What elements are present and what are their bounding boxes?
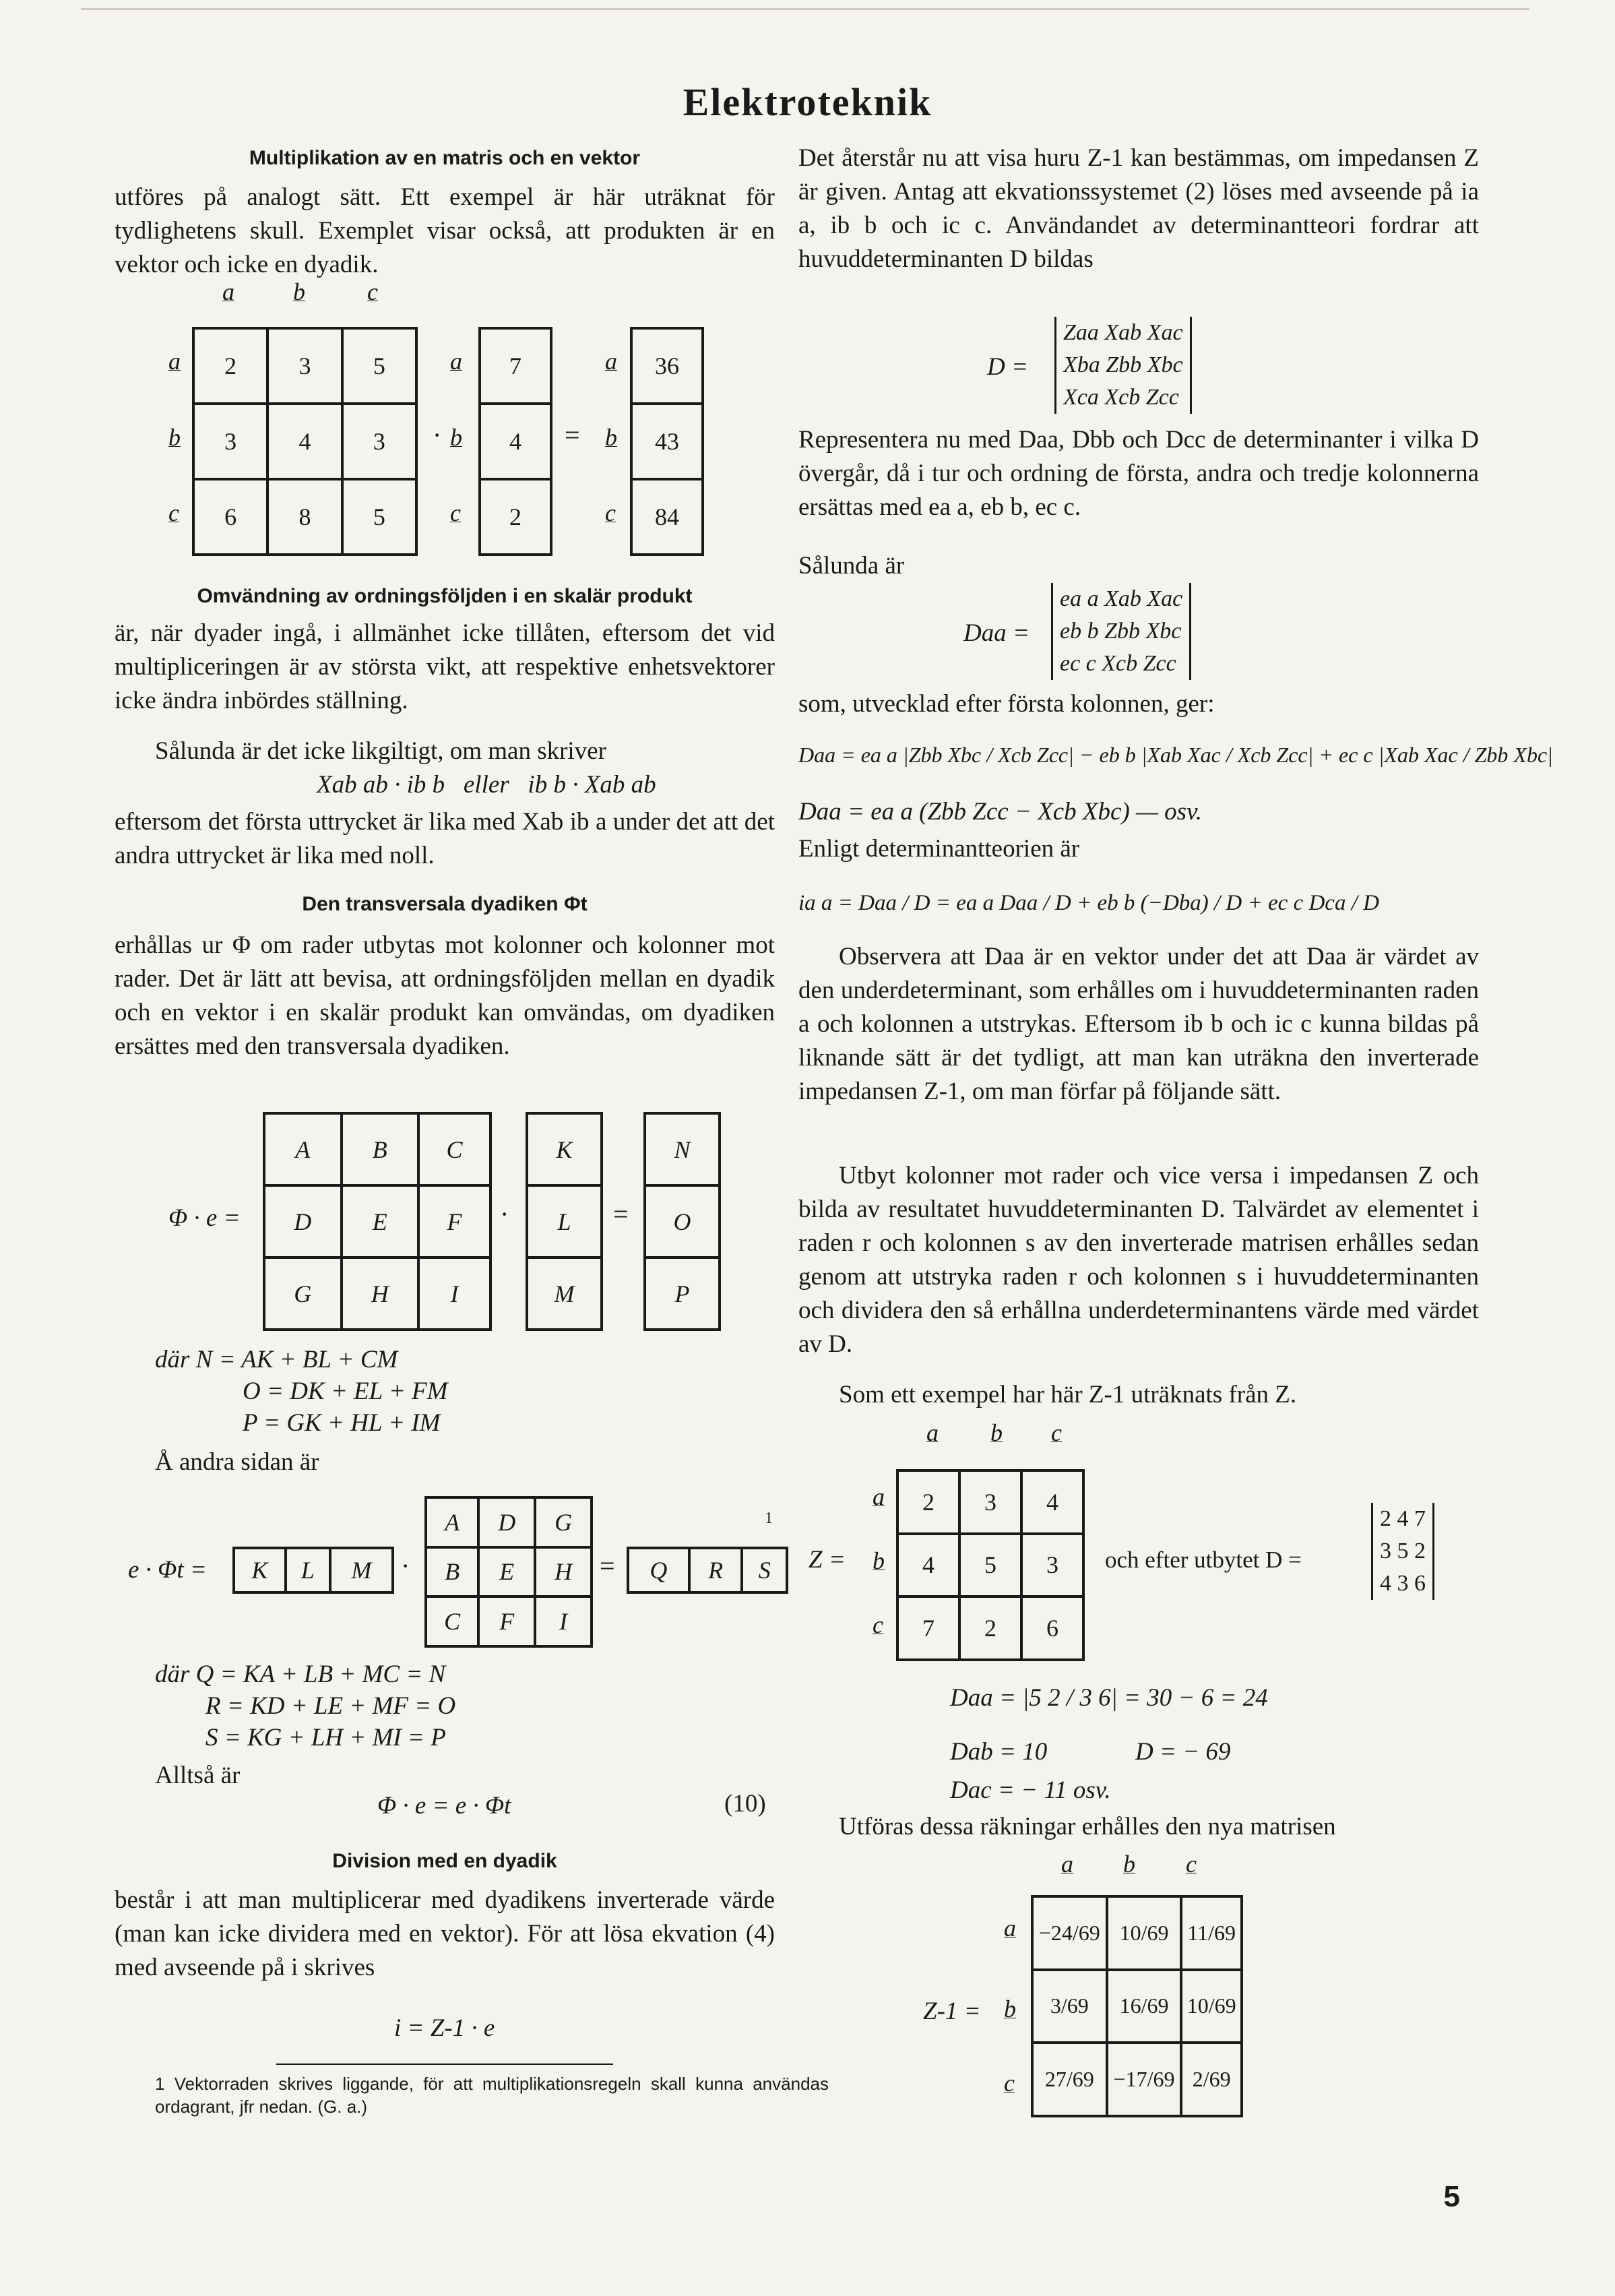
cell: 3 — [342, 404, 416, 479]
cell: I — [418, 1258, 490, 1330]
col-label: b — [1123, 1851, 1135, 1878]
row-label: a — [605, 348, 617, 375]
det-row: 2 4 7 — [1380, 1506, 1426, 1531]
row-label: c — [168, 499, 179, 526]
col-label: a — [1061, 1851, 1073, 1878]
determinant-d — [1054, 317, 1192, 414]
matrix-phi-t — [424, 1496, 593, 1648]
cell: 4 — [480, 404, 551, 479]
cell: 6 — [1021, 1596, 1083, 1660]
page-number: 5 — [1443, 2180, 1460, 2213]
det-row: Xba Zbb Xbc — [1063, 352, 1183, 377]
dot-operator: · — [500, 1199, 509, 1229]
cell: L — [286, 1548, 330, 1592]
equals-operator: = — [565, 420, 580, 450]
cell: 2/69 — [1181, 2043, 1242, 2116]
col-label: a — [926, 1419, 939, 1446]
page-title: Elektroteknik — [683, 80, 932, 124]
cell: K — [527, 1113, 602, 1185]
row-label: b — [873, 1547, 885, 1574]
cell: −17/69 — [1107, 2043, 1182, 2116]
formula-lhs: Z = — [809, 1546, 846, 1574]
cell: 4 — [897, 1534, 959, 1597]
dot-operator: · — [401, 1551, 410, 1581]
cell: C — [426, 1596, 478, 1646]
cell: 5 — [959, 1534, 1021, 1597]
paragraph: Sålunda är det icke likgiltigt, om man skriver — [155, 737, 606, 765]
formula-lhs: D = — [987, 353, 1028, 381]
cell: P — [645, 1258, 720, 1330]
col-label: c — [367, 278, 378, 305]
formula-lhs: Z-1 = — [923, 1997, 981, 2025]
col-label: c — [1051, 1419, 1062, 1446]
det-row: ec c Xcb Zcc — [1060, 651, 1176, 676]
vector-1 — [478, 327, 552, 556]
row-label: c — [873, 1611, 883, 1638]
equation: R = KD + LE + MF = O — [205, 1692, 456, 1720]
formula: Daa = |5 2 / 3 6| = 30 − 6 = 24 — [950, 1684, 1268, 1712]
cell: Q — [628, 1548, 689, 1592]
cell: G — [264, 1258, 342, 1330]
paragraph: Alltså är — [155, 1762, 241, 1789]
cell: D — [478, 1497, 535, 1547]
cell: 2 — [897, 1470, 959, 1534]
paragraph: Å andra sidan är — [155, 1448, 319, 1476]
cell: 2 — [480, 479, 551, 555]
formula: Φ · e = e · Φt — [377, 1792, 511, 1820]
cell: 16/69 — [1107, 1970, 1182, 2043]
cell: 6 — [193, 479, 267, 555]
paragraph: är, när dyader ingå, i allmänhet icke tillåten, eftersom det vid multipliceringen är av största vikt, att respektive enhetsvektorer icke ändra inbördes ställning. — [115, 619, 775, 714]
equation: P = GK + HL + IM — [243, 1409, 441, 1437]
cell: 3 — [267, 328, 342, 404]
heading-division: Division med en dyadik — [332, 1850, 557, 1872]
det-row: 4 3 6 — [1380, 1571, 1426, 1596]
cell: H — [342, 1258, 419, 1330]
cell: 11/69 — [1181, 1896, 1242, 1970]
formula-lhs: Φ · e = — [168, 1204, 241, 1232]
cell: F — [478, 1596, 535, 1646]
paragraph: Utbyt kolonner mot rader och vice versa i impedansen Z och bilda av resultatet huvuddeterminanten D. Talvärdet av elementet i raden r och kolonnen s av den inverterade matrisen erhålles sedan genom att utstryka raden r och kolonnen s i huvuddeterminanten och dividera den så erhållna underdeterminantens värde med värdet av D. — [798, 1162, 1479, 1358]
heading-transversal: Den transversala dyadiken Φt — [302, 893, 588, 915]
equation: där N = AK + BL + CM — [155, 1346, 398, 1373]
formula-lhs: Daa = — [963, 619, 1030, 647]
paragraph: Enligt determinantteorien är — [798, 835, 1080, 863]
cell: S — [742, 1548, 787, 1592]
vector-klm — [526, 1112, 603, 1331]
equals-operator: = — [613, 1199, 629, 1229]
cell: 36 — [631, 328, 703, 404]
footnote-rule — [276, 2064, 613, 2065]
formula: Dab = 10 — [950, 1738, 1048, 1766]
cell: G — [535, 1497, 592, 1547]
paragraph: Utföras dessa räkningar erhålles den nya matrisen — [839, 1813, 1336, 1840]
footnote: 1 Vektorraden skrives liggande, för att multiplikationsregeln skall kunna användas ordagrant, jfr nedan. (G. a.) — [155, 2074, 829, 2117]
paragraph: Representera nu med Daa, Dbb och Dcc de determinanter i vilka D övergår, då i tur och ordning de första, andra och tredje kolonnerna ersättas med ea a, eb b, ec c. — [798, 426, 1479, 521]
equation: där Q = KA + LB + MC = N — [155, 1661, 446, 1688]
row-label: c — [1004, 2070, 1015, 2097]
row-label: a — [1004, 1915, 1016, 1942]
cell: N — [645, 1113, 720, 1185]
cell: 10/69 — [1181, 1970, 1242, 2043]
row-label: a — [450, 348, 462, 375]
equals-operator: = — [600, 1551, 615, 1581]
det-row: ea a Xab Xac — [1060, 586, 1183, 611]
cell: M — [527, 1258, 602, 1330]
formula: i = Z-1 · e — [394, 2014, 495, 2042]
cell: R — [689, 1548, 742, 1592]
cell: 3 — [193, 404, 267, 479]
footnote-marker: 1 — [765, 1510, 773, 1527]
col-label: b — [990, 1419, 1003, 1446]
paragraph: utföres på analogt sätt. Ett exempel är här uträknat för tydlighetens skull. Exemplet visar också, att produkten är en vektor och icke en dyadik. — [115, 183, 775, 278]
cell: 8 — [267, 479, 342, 555]
cell: E — [478, 1547, 535, 1597]
cell: 4 — [267, 404, 342, 479]
formula: D = − 69 — [1135, 1738, 1231, 1766]
matrix-phi — [263, 1112, 492, 1331]
heading-matrix-vector: Multiplikation av en matris och en vektor — [249, 147, 641, 169]
cell: K — [234, 1548, 286, 1592]
cell: 10/69 — [1107, 1896, 1182, 1970]
determinant-daa — [1051, 583, 1191, 680]
equation: S = KG + LH + MI = P — [205, 1724, 446, 1751]
col-label: b — [293, 278, 305, 305]
vector-klm-row — [232, 1547, 394, 1594]
cell: D — [264, 1185, 342, 1258]
paragraph: erhållas ur Φ om rader utbytas mot kolonner och kolonner mot rader. Det är lätt att bevisa, att ordningsföljden mellan en dyadik och en vektor i en skalär produkt kan omvändas, om dyadiken ersättes med den transversala dyadiken. — [115, 931, 775, 1060]
paragraph: Sålunda är — [798, 552, 905, 580]
cell: 7 — [480, 328, 551, 404]
paragraph: Det återstår nu att visa huru Z-1 kan bestämmas, om impedansen Z är given. Antag att ekvationssystemet (2) löses med avseende på ia a, ib b och ic c. Användandet av determinantteori fordrar att huvuddeterminanten D bildas — [798, 144, 1479, 273]
cell: 84 — [631, 479, 703, 555]
det-row: 3 5 2 — [1380, 1539, 1426, 1563]
cell: L — [527, 1185, 602, 1258]
paragraph: Som ett exempel har här Z-1 uträknats från Z. — [839, 1381, 1297, 1408]
heading-order: Omvändning av ordningsföljden i en skalär produkt — [197, 585, 693, 607]
matrix-z-inverse — [1031, 1895, 1243, 2117]
cell: E — [342, 1185, 419, 1258]
cell: 2 — [193, 328, 267, 404]
row-label: b — [450, 424, 462, 451]
det-row: Xca Xcb Zcc — [1063, 385, 1179, 410]
equation-number: (10) — [724, 1790, 766, 1818]
cell: C — [418, 1113, 490, 1185]
matrix-z — [896, 1469, 1085, 1661]
cell: F — [418, 1185, 490, 1258]
row-label: b — [1004, 1995, 1016, 2022]
cell: B — [342, 1113, 419, 1185]
cell: 3 — [959, 1470, 1021, 1534]
formula: Daa = ea a (Zbb Zcc − Xcb Xbc) — osv. — [798, 798, 1202, 826]
cell: −24/69 — [1032, 1896, 1107, 1970]
formula: ia a = Daa / D = ea a Daa / D + eb b (−Dba) / D + ec c Dca / D — [798, 891, 1379, 915]
col-label: c — [1186, 1851, 1197, 1878]
cell: 3 — [1021, 1534, 1083, 1597]
cell: B — [426, 1547, 478, 1597]
after-exchange-label: och efter utbytet D = — [1105, 1547, 1302, 1573]
cell: 43 — [631, 404, 703, 479]
cell: 5 — [342, 328, 416, 404]
matrix-1 — [192, 327, 418, 556]
paragraph: består i att man multiplicerar med dyadikens inverterade värde (man kan icke dividera med en vektor). För att lösa ekvation (4) med avseende på i skrives — [115, 1886, 775, 1981]
vector-nop — [643, 1112, 721, 1331]
paragraph: som, utvecklad efter första kolonnen, ger: — [798, 690, 1215, 718]
cell: A — [264, 1113, 342, 1185]
formula: Dac = − 11 osv. — [950, 1776, 1111, 1804]
result-vector-1 — [630, 327, 704, 556]
dot-operator: · — [433, 420, 442, 450]
col-label: a — [222, 278, 234, 305]
cell: O — [645, 1185, 720, 1258]
row-label: a — [873, 1483, 885, 1510]
cell: 5 — [342, 479, 416, 555]
cell: 4 — [1021, 1470, 1083, 1534]
formula: Xab ab · ib b eller ib b · Xab ab — [317, 771, 656, 799]
cell: 3/69 — [1032, 1970, 1107, 2043]
cell: 2 — [959, 1596, 1021, 1660]
determinant-d-exchanged — [1371, 1503, 1434, 1600]
cell: 7 — [897, 1596, 959, 1660]
formula: Daa = ea a |Zbb Xbc / Xcb Zcc| − eb b |Xab Xac / Xcb Zcc| + ec c |Xab Xac / Zbb Xbc| — [798, 743, 1553, 767]
row-label: c — [605, 499, 616, 526]
cell: H — [535, 1547, 592, 1597]
row-label: c — [450, 499, 461, 526]
row-label: b — [168, 424, 181, 451]
cell: I — [535, 1596, 592, 1646]
vector-qrs-row — [627, 1547, 788, 1594]
cell: 27/69 — [1032, 2043, 1107, 2116]
cell: M — [330, 1548, 393, 1592]
row-label: b — [605, 424, 617, 451]
cell: A — [426, 1497, 478, 1547]
det-row: eb b Zbb Xbc — [1060, 619, 1182, 644]
formula-lhs: e · Φt = — [128, 1556, 207, 1584]
equation: O = DK + EL + FM — [243, 1377, 448, 1405]
top-edge-line — [81, 8, 1529, 10]
det-row: Zaa Xab Xac — [1063, 320, 1183, 345]
paragraph: eftersom det första uttrycket är lika med Xab ib a under det att det andra uttrycket är lika med noll. — [115, 808, 775, 869]
row-label: a — [168, 348, 181, 375]
paragraph: Observera att Daa är en vektor under det att Daa är värdet av den underdeterminant, som erhålles om i huvuddeterminanten raden a och kolonnen a utstrykas. Eftersom ib b och ic c kunna bildas på liknande sätt är det tydligt, att man kan uträkna den inverterade impedansen Z-1, om man förfar på följande sätt. — [798, 943, 1479, 1105]
